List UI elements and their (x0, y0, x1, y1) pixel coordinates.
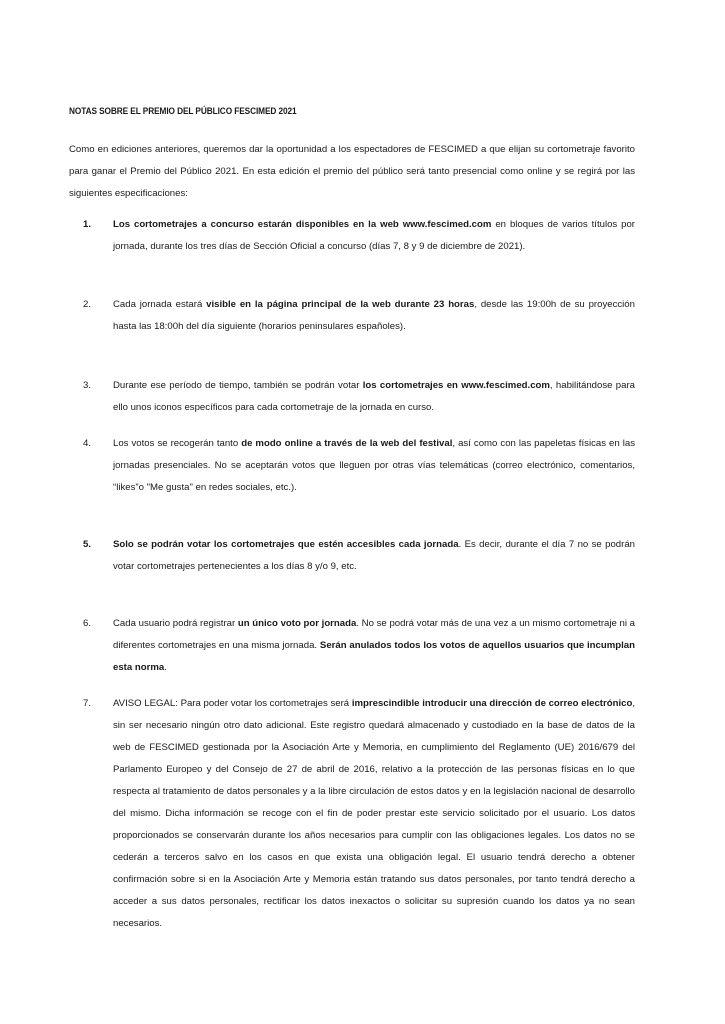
item-text: Durante ese período de tiempo, también se podrán votar los cortometrajes en www.fescimed.com, habilitándose para ello unos iconos específicos para cada cortometraje de la jornada en curso. (113, 380, 635, 413)
item-text: Los cortometrajes a concurso estarán disponibles en la web www.fescimed.com en bloques de varios títulos por jornada, durante los tres días de Sección Oficial a concurso (días 7, 8 y 9 de diciembre de 2021). (113, 219, 636, 252)
item-text: Los votos se recogerán tanto de modo online a través de la web del festival, así como con las papeletas físicas en las jornadas presenciales. No se aceptarán votos que lleguen por otras vías telemáticas (correo electrónico, comentarios, “likes”o "Me gusta" en redes sociales, etc.). (113, 438, 635, 493)
item-number: 5. (83, 539, 92, 550)
document-title: NOTAS SOBRE EL PREMIO DEL PÚBLICO FESCIMED 2021 (69, 106, 297, 116)
item-number: 3. (83, 380, 92, 391)
item-text: Solo se podrán votar los cortometrajes que estén accesibles cada jornada. Es decir, durante el día 7 no se podrán votar cortometrajes pertenecientes a los días 8 y/o 9, etc. (113, 539, 635, 572)
intro-paragraph: Como en ediciones anteriores, queremos dar la oportunidad a los espectadores de FESCIMED a que elijan su cortometraje favorito para ganar el Premio del Público 2021. En esta edición el premio del público será tanto presencial como online y se regirá por las siguientes especificaciones: (69, 144, 635, 199)
item-number: 1. (83, 219, 92, 230)
item-text: Cada usuario podrá registrar un único voto por jornada. No se podrá votar más de una vez a un mismo cortometraje ni a diferentes cortometrajes en una misma jornada. Serán anulados todos los votos de aquellos usuarios que incumplan esta norma. (113, 618, 635, 673)
item-text: Cada jornada estará visible en la página principal de la web durante 23 horas, desde las 19:00h de su proyección hasta las 18:00h del día siguiente (horarios peninsulares españoles). (113, 299, 635, 332)
item-number: 7. (83, 698, 92, 709)
item-text: AVISO LEGAL: Para poder votar los cortometrajes será imprescindible introducir una dirección de correo electrónico, sin ser necesario ningún otro dato adicional. Este registro quedará almacenado y custodiado en la base de datos de la web de FESCIMED gestionada por la Asociación Arte y Memoria, en cumplimiento del Reglamento (UE) 2016/679 del Parlamento Europeo y del Consejo de 27 de abril de 2016, relativo a la protección de las personas físicas en lo que respecta al tratamiento de datos personales y a la libre circulación de estos datos y en la legislación nacional de desarrollo del mismo. Dicha información se recoge con el fin de poder prestar este servicio solicitado por el usuario. Los datos proporcionados se conservarán durante los años necesarios para cumplir con las obligaciones legales. Los datos no se cederán a terceros salvo en los casos en que exista una obligación legal. El usuario tendrá derecho a obtener confirmación sobre si en la Asociación Arte y Memoria están tratando sus datos personales, por tanto tendrá derecho a acceder a sus datos personales, rectificar los datos inexactos o solicitar su supresión cuando los datos ya no sean necesarios. (113, 698, 635, 929)
item-number: 2. (83, 299, 92, 310)
item-number: 6. (83, 618, 92, 629)
item-number: 4. (83, 438, 92, 449)
